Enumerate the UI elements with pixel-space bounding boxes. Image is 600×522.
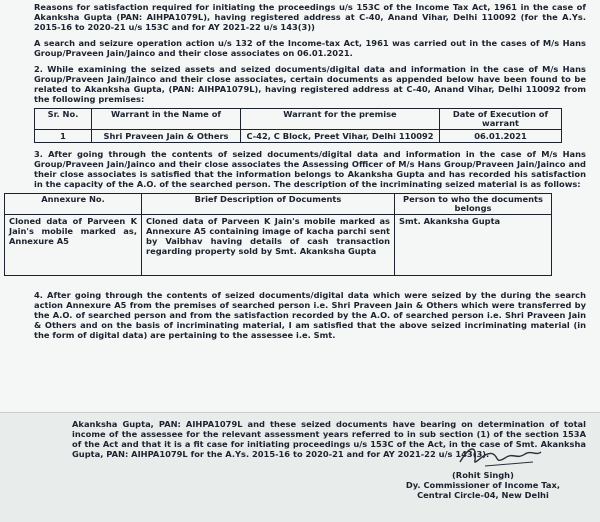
seized-material-table xyxy=(4,193,552,276)
header-warrant-name: Warrant in the Name of xyxy=(92,109,241,130)
table-row xyxy=(35,130,562,143)
intro-heading: Reasons for satisfaction required for initiating the proceedings u/s 153C of the Income Tax Act, 1961 in the case of Akanksha Gupta (PAN: AIHPA1079L), having registered address at C-40, Anand Vihar, Delhi 110092 (for the A.Ys. 2015-16 to 2020-21 u/s 153C and for AY 2021-22 u/s 143(3)) xyxy=(34,2,586,32)
seized-table-header xyxy=(5,194,552,215)
header-sr-no: Sr. No. xyxy=(35,109,92,130)
paragraph-4: 4. After going through the contents of seized documents/digital data which were seized by the during the search action Annexure A5 from the premises of searched person i.e. Shri Praveen Jain & Others which were transferred by the A.O. of searched person and from the satisfaction recorded by the A.O. of searched person i.e. Shri Praveen Jain & Others and on the basis of incriminating material, I am satisfied that the above seized incriminating material (in the form of digital data) are pertaining to the assessee i.e. Smt. xyxy=(34,290,586,340)
signatory-designation: Dy. Commissioner of Income Tax, xyxy=(405,480,560,490)
cell-owner: Smt. Akanksha Gupta xyxy=(395,215,552,276)
signatory-name: (Rohit Singh) xyxy=(452,470,514,480)
paragraph-1: A search and seizure operation action u/s 132 of the Income-tax Act, 1961 was carried out in the cases of M/s Hans Group/Praveen Jain/Jainco and their close associates on 06.01.2021. xyxy=(34,38,586,58)
cell-description: Cloned data of Parveen K Jain's mobile marked as Annexure A5 containing image of kacha parchi sent by Vaibhav having details of cash transaction regarding property sold by Smt. Akanksha Gupta xyxy=(142,215,395,276)
cell-warrant-name: Shri Praveen Jain & Others xyxy=(92,130,241,143)
cell-warrant-premise: C-42, C Block, Preet Vihar, Delhi 110092 xyxy=(241,130,440,143)
premises-table-header xyxy=(35,109,562,130)
signature-block xyxy=(406,470,560,500)
signatory-office: Central Circle-04, New Delhi xyxy=(417,490,549,500)
paragraph-3: 3. After going through the contents of seized documents/digital data and information in the case of M/s Hans Group/Praveen Jain/Jainco and their close associates the Assessing Officer of M/s Hans Group/Praveen Jain/Jainco and their close associates is satisfied that the information belongs to Akanksha Gupta and has recorded his satisfaction in the capacity of the A.O. of the searched person. The description of the incriminating seized material is as follows: xyxy=(34,149,586,189)
header-warrant-premise: Warrant for the premise xyxy=(241,109,440,130)
paragraph-2: 2. While examining the seized assets and seized documents/digital data and information in the case of M/s Hans Group/Praveen Jain/Jainco and their close associates, certain documents as appended below have been found to be related to Akanksha Gupta, (PAN: AIHPA1079L), having registered address at C-40, Anand Vihar, Delhi 110092 from the following premises: xyxy=(34,64,586,104)
header-annexure-no: Annexure No. xyxy=(5,194,142,215)
header-description: Brief Description of Documents xyxy=(142,194,395,215)
paragraph-4-continued: Akanksha Gupta, PAN: AIHPA1079L and these seized documents have bearing on determination of total income of the assessee for the relevant assessment years referred to in sub section (1) of the section 153A of the Act and that it is a fit case for initiating proceedings u/s 153C of the Act, in the case of Smt. Akanksha Gupta, PAN: AIHPA1079L for the A.Ys. 2015-16 to 2020-21 and for AY 2021-22 u/s 143(3). xyxy=(72,419,586,459)
cell-execution-date: 06.01.2021 xyxy=(440,130,562,143)
premises-table xyxy=(34,108,562,143)
cell-sr-no: 1 xyxy=(35,130,92,143)
handwritten-signature xyxy=(455,440,545,470)
table-row xyxy=(5,215,552,276)
header-execution-date: Date of Execution of warrant xyxy=(440,109,562,130)
header-owner: Person to who the documents belongs xyxy=(395,194,552,215)
cell-annexure-no: Cloned data of Parveen K Jain's mobile marked as, Annexure A5 xyxy=(5,215,142,276)
